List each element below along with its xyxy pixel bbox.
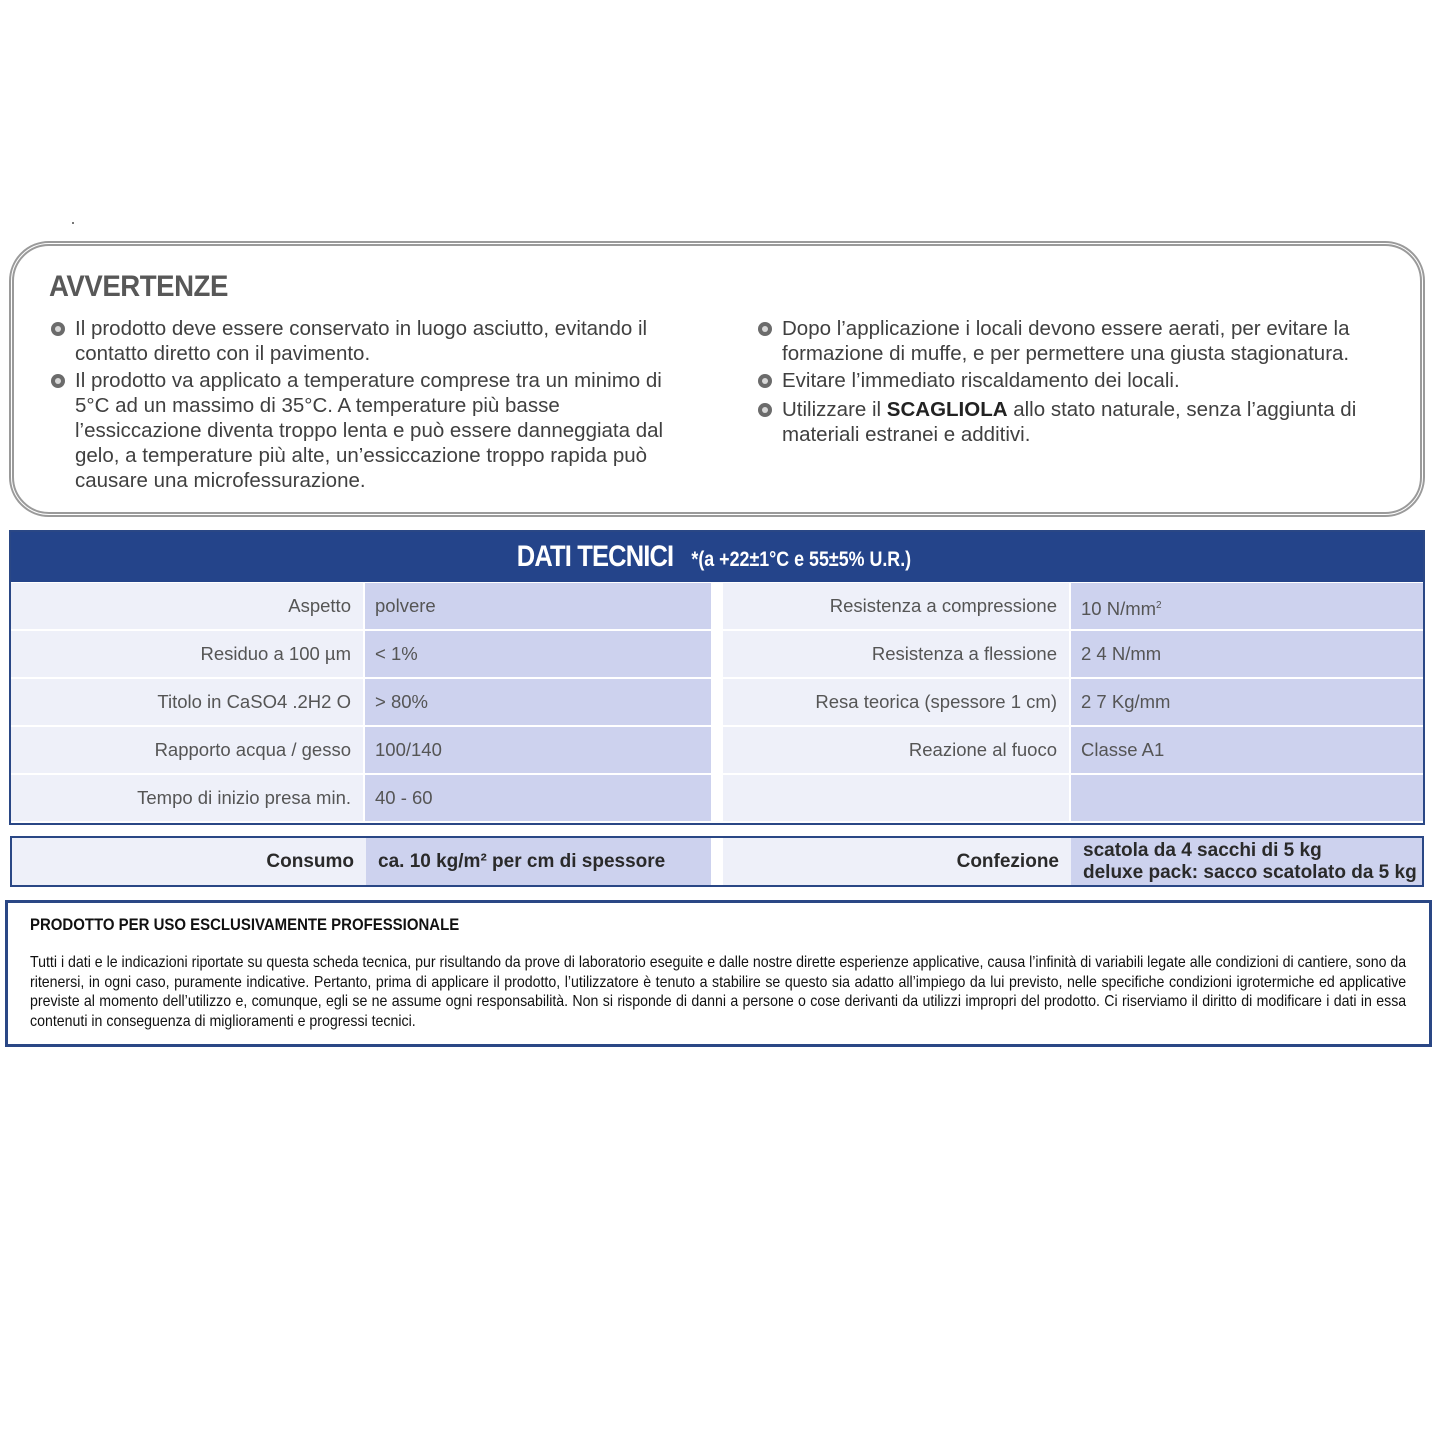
packaging-value: [1071, 838, 1422, 885]
warnings-title: AVVERTENZE: [49, 270, 228, 303]
disclaimer-box: [5, 900, 1432, 1047]
row-value: 2 4 N/mm: [1071, 631, 1423, 677]
row-value: > 80%: [365, 679, 711, 725]
consumption-value: ca. 10 kg/m² per cm di spessore: [366, 838, 711, 885]
stray-dot: [72, 222, 74, 224]
row-label: Reazione al fuoco: [723, 727, 1069, 773]
row-label: Resistenza a compressione: [723, 583, 1069, 629]
row-label: Resistenza a flessione: [723, 631, 1069, 677]
technical-data-table: [9, 530, 1425, 825]
disclaimer-title: PRODOTTO PER USO ESCLUSIVAMENTE PROFESSIONALE: [30, 915, 460, 934]
bullet-icon: [51, 374, 65, 388]
bullet-icon: [758, 322, 772, 336]
row-value: Classe A1: [1071, 727, 1423, 773]
warning-text: allo stato naturale, senza l’aggiunta di materiali estranei e additivi.: [782, 398, 1357, 446]
row-value: [1071, 583, 1423, 629]
technical-data-header: [11, 532, 1423, 582]
table-row: [723, 775, 1423, 821]
row-label: Titolo in CaSO4 .2H2 O: [11, 679, 363, 725]
consumption-packaging-row: [10, 836, 1424, 887]
table-row: [11, 775, 711, 821]
packaging-label: Confezione: [723, 838, 1071, 885]
bullet-icon: [51, 322, 65, 336]
consumption-label: Consumo: [12, 838, 366, 885]
row-value: < 1%: [365, 631, 711, 677]
technical-data-conditions: *(a +22±1°C e 55±5% U.R.): [691, 548, 912, 571]
warning-text: Il prodotto deve essere conservato in luogo asciutto, evitando il contatto diretto con il pavimento.: [75, 317, 648, 365]
table-row: [723, 679, 1423, 725]
warning-item: [49, 316, 689, 366]
table-row: [11, 727, 711, 773]
product-name: SCAGLIOLA: [886, 398, 1008, 421]
row-label: Resa teorica (spessore 1 cm): [723, 679, 1069, 725]
warning-item: [756, 368, 1406, 393]
disclaimer-text: Tutti i dati e le indicazioni riportate su questa scheda tecnica, pur risultando da prove di laboratorio eseguite e dalle nostre dirette esperienze applicative, causa l’infinità di variabili legate alle condizioni di cantiere, sono da ritenersi, in ogni caso, puramente indicative. Pertanto, prima di applicare il prodotto, l’utilizzatore è tenuto a stabilire se questo sia adatto all’impiego da lui previsto, nelle specifiche condizioni igrotermiche ed applicative previste al momento dell’utilizzo e, comunque, egli se ne assume ogni responsabilità. Non si risponde di danni a persone o cose derivanti da utilizzi impropri del prodotto. Ci riserviamo il diritto di modificare i dati in essa contenuti in conseguenza di miglioramenti e progressi tecnici.: [30, 954, 1407, 1030]
table-row: [723, 583, 1423, 629]
table-row: [11, 583, 711, 629]
technical-data-title: DATI TECNICI: [517, 540, 674, 573]
warning-item: [756, 397, 1406, 447]
row-label: Tempo di inizio presa min.: [11, 775, 363, 821]
bullet-icon: [758, 374, 772, 388]
row-label: Residuo a 100 µm: [11, 631, 363, 677]
warning-text: Il prodotto va applicato a temperature comprese tra un minimo di 5°C ad un massimo di 35°C. A temperature più basse l’essiccazione diventa troppo lenta e può essere danneggiata dal gelo, a temperature più alte, un’essiccazione troppo rapida può causare una microfessurazione.: [75, 369, 664, 492]
row-value: 100/140: [365, 727, 711, 773]
warning-text: Evitare l’immediato riscaldamento dei locali.: [782, 369, 1180, 392]
row-label: Rapporto acqua / gesso: [11, 727, 363, 773]
warnings-right-column: [756, 316, 1406, 449]
table-row: [723, 727, 1423, 773]
row-value: polvere: [365, 583, 711, 629]
warnings-left-column: [49, 316, 689, 495]
row-value: [1071, 775, 1423, 821]
row-label: [723, 775, 1069, 821]
table-row: [11, 679, 711, 725]
table-row: [723, 631, 1423, 677]
row-value-text: 10 N/mm: [1081, 598, 1157, 620]
packaging-line: scatola da 4 sacchi di 5 kg: [1083, 840, 1322, 861]
warning-item: [49, 368, 689, 493]
warning-item: [756, 316, 1406, 366]
table-row: [11, 631, 711, 677]
row-value: 2 7 Kg/mm: [1071, 679, 1423, 725]
row-value: 40 - 60: [365, 775, 711, 821]
packaging-line: deluxe pack: sacco scatolato da 5 kg: [1083, 862, 1417, 883]
bullet-icon: [758, 403, 772, 417]
warnings-box: [9, 241, 1425, 517]
superscript: 2: [1156, 600, 1162, 611]
warning-text: Utilizzare il: [782, 398, 887, 421]
row-label: Aspetto: [11, 583, 363, 629]
warning-text: Dopo l’applicazione i locali devono essere aerati, per evitare la formazione di muffe, e per permettere una giusta stagionatura.: [782, 317, 1350, 365]
